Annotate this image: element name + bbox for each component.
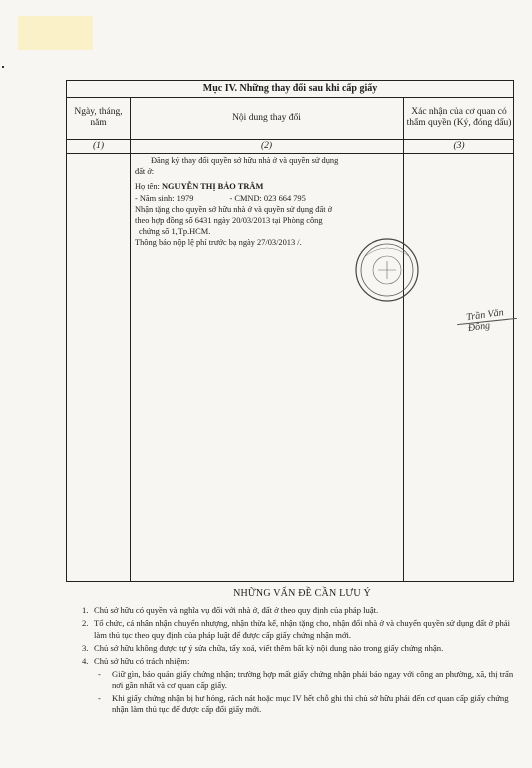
edge-mark (2, 66, 4, 68)
signature: Trần Văn Đông (465, 307, 505, 335)
note-text-2: Tổ chức, cá nhân nhận chuyển nhượng, nhận thừa kế, nhận tặng cho, nhận đổi nhà ở và chuyển quyền sử dụng đất ở phải làm thủ tục theo quy định của pháp luật để được cấp giấy chứng nhận mới. (94, 618, 511, 640)
entry-line-2: đất ở: (135, 167, 155, 177)
section-title: Mục IV. Những thay đổi sau khi cấp giấy (67, 81, 513, 98)
entry-line-1: Đăng ký thay đổi quyền sở hữu nhà ở và quyền sử dụng (151, 156, 339, 165)
fee-line: Thông báo nộp lệ phí trước bạ ngày 27/03/2013 /. (135, 238, 302, 248)
column-number-3: (3) (453, 141, 465, 151)
column-number-1: (1) (92, 141, 105, 151)
header-content: Nội dung thay đổi (232, 112, 301, 123)
note-item-3: 3. Chủ sở hữu không được tự ý sửa chữa, tẩy xoá, viết thêm bất kỳ nội dung nào trong giấy chứng nhận. (82, 642, 444, 653)
sub-item-text-1: Giữ gìn, bảo quản giấy chứng nhận; trường hợp mất giấy chứng nhận phải báo ngay với công an phường, xã, thị trấn nơi gần nhất và cơ quan cấp giấy. (112, 669, 514, 691)
table-header-row (67, 97, 513, 140)
note-sub-item-1: - Giữ gìn, bảo quản giấy chứng nhận; trường hợp mất giấy chứng nhận phải báo ngay với công an phường, xã, thị trấn nơi gần nhất và cơ quan cấp giấy. (82, 669, 522, 691)
sub-item-text-2: Khi giấy chứng nhận bị hư hỏng, rách nát hoặc mục IV hết chỗ ghi thì chủ sở hữu phải đến cơ quan cấp giấy chứng nhận làm thủ tục để được cấp đổi giấy mới. (112, 692, 509, 714)
notary-line: chứng số 1,Tp.HCM. (139, 227, 211, 237)
contract-line: theo hợp đồng số 6431 ngày 20/03/2013 tại Phòng công (135, 216, 323, 226)
change-entry (135, 155, 400, 249)
name-label: Họ tên: (135, 182, 160, 192)
column-number-2: (2) (260, 141, 273, 151)
id-number: - CMND: 023 664 795 (229, 193, 306, 203)
note-text-4: Chủ sở hữu có trách nhiệm: (94, 656, 190, 667)
official-seal-icon (354, 237, 420, 303)
column-divider-2 (403, 97, 404, 581)
note-sub-item-2: - Khi giấy chứng nhận bị hư hỏng, rách nát hoặc mục IV hết chỗ ghi thì chủ sở hữu phải đến cơ quan cấp giấy chứng nhận làm thủ tục để được cấp đổi giấy mới. (82, 693, 522, 715)
changes-table (66, 80, 514, 582)
column-divider-1 (130, 97, 131, 581)
transfer-line: Nhận tặng cho quyền sở hữu nhà ở và quyền sử dụng đất ở (135, 204, 333, 214)
owner-name: NGUYỄN THỊ BẢO TRÂM (161, 182, 264, 192)
note-item-4: 4. Chủ sở hữu có trách nhiệm: (82, 656, 190, 667)
header-date: Ngày, tháng, năm (74, 107, 123, 128)
header-confirmation: Xác nhận của cơ quan có thẩm quyền (Ký, đóng dấu) (406, 107, 512, 128)
note-item-1: 1. Chủ sở hữu có quyền và nghĩa vụ đối với nhà ở, đất ở theo quy định của pháp luật. (82, 605, 379, 616)
notes-title: NHỮNG VẤN ĐỀ CẦN LƯU Ý (233, 588, 371, 599)
note-text-3: Chủ sở hữu không được tự ý sửa chữa, tẩy xoá, viết thêm bất kỳ nội dung nào trong giấy chứng nhận. (94, 642, 444, 653)
owner-line (135, 181, 400, 192)
note-text-1: Chủ sở hữu có quyền và nghĩa vụ đối với nhà ở, đất ở theo quy định của pháp luật. (94, 605, 379, 616)
note-item-2: 2. Tổ chức, cá nhân nhận chuyển nhượng, nhận thừa kế, nhận tặng cho, nhận đổi nhà ở và chuyển quyền sử dụng đất ở phải làm thủ tục theo quy định của pháp luật để được cấp giấy chứng nhận mới. (82, 618, 522, 640)
birth-id-line (135, 193, 400, 204)
yellow-tab-mark (18, 16, 93, 50)
column-number-row (67, 139, 513, 154)
birth-year: - Năm sinh: 1979 (135, 193, 194, 203)
notes-section (82, 588, 522, 715)
